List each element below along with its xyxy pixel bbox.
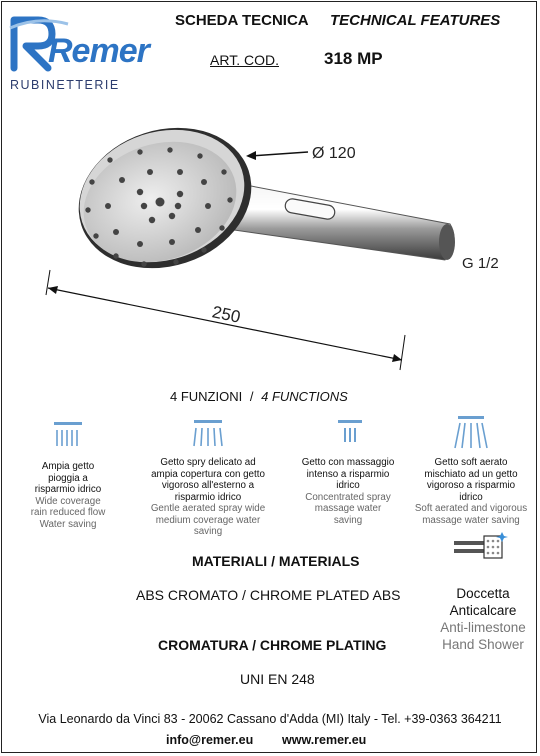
plating-heading: CROMATURA / CHROME PLATING [158,637,387,653]
spray-mixed-icon [192,418,224,450]
hand-shower-drawing [40,120,510,390]
length-label: 250 [210,302,243,327]
article-code-label: ART. COD. [210,52,279,68]
title-italian: SCHEDA TECNICA [175,12,309,29]
functions-title [170,389,348,404]
materials-value: ABS CROMATO / CHROME PLATED ABS [136,587,401,603]
spray-rain-icon [52,420,84,450]
function-1-it: Ampia getto pioggia a risparmio idrico [34,461,102,495]
function-2-desc [150,457,266,538]
functions-title-it: 4 FUNZIONI [170,389,243,404]
title-english: TECHNICAL FEATURES [330,12,501,29]
footer-email[interactable]: info@remer.eu [166,733,254,747]
function-2-it: Getto spry delicato ad ampia copertura con getto vigoroso all'esterno a risparmio idrico [151,457,265,503]
badge-line-1: Doccetta [456,586,510,601]
diameter-label: Ø 120 [312,145,356,162]
anti-limestone-badge [428,585,538,653]
handle-end [439,224,455,260]
article-code: 318 MP [324,49,383,68]
badge-line-4: Hand Shower [442,637,524,652]
brand-logo [8,14,158,96]
function-1-desc [28,461,108,530]
function-4-en: Soft aerated and vigorous massage water saving [414,503,528,526]
brand-name: Remer [48,32,149,70]
function-2-en: Gentle aerated spray wide medium coverage water saving [150,503,266,537]
brand-subtitle: RUBINETTERIE [10,78,120,92]
materials-heading: MATERIALI / MATERIALS [192,553,360,569]
function-4-desc [414,457,528,526]
functions-title-en: 4 FUNCTIONS [261,389,348,404]
function-3-en: Concentrated spray massage water saving [305,491,391,526]
function-3-desc [300,457,396,526]
function-3-it: Getto con massaggio intenso a risparmio idrico [301,457,395,491]
footer-website[interactable]: www.remer.eu [282,733,367,747]
anti-limestone-icon [452,530,508,572]
norm-value: UNI EN 248 [240,671,315,687]
connection-label: G 1/2 [462,255,499,272]
shower-handle [220,182,454,260]
spray-aerated-icon [454,414,488,452]
spray-massage-icon [336,418,364,448]
badge-line-2: Anticalcare [449,603,517,618]
footer-address: Via Leonardo da Vinci 83 - 20062 Cassano d'Adda (MI) Italy - Tel. +39-0363 364211 [38,712,502,726]
functions-separator: / [249,389,254,404]
badge-line-3: Anti-limestone [440,620,526,635]
function-4-it: Getto soft aerato mischiato ad un getto vigoroso a risparmio idrico [424,457,518,503]
diameter-leader [250,152,308,156]
function-1-en: Wide coverage rain reduced flow Water saving [30,495,106,530]
